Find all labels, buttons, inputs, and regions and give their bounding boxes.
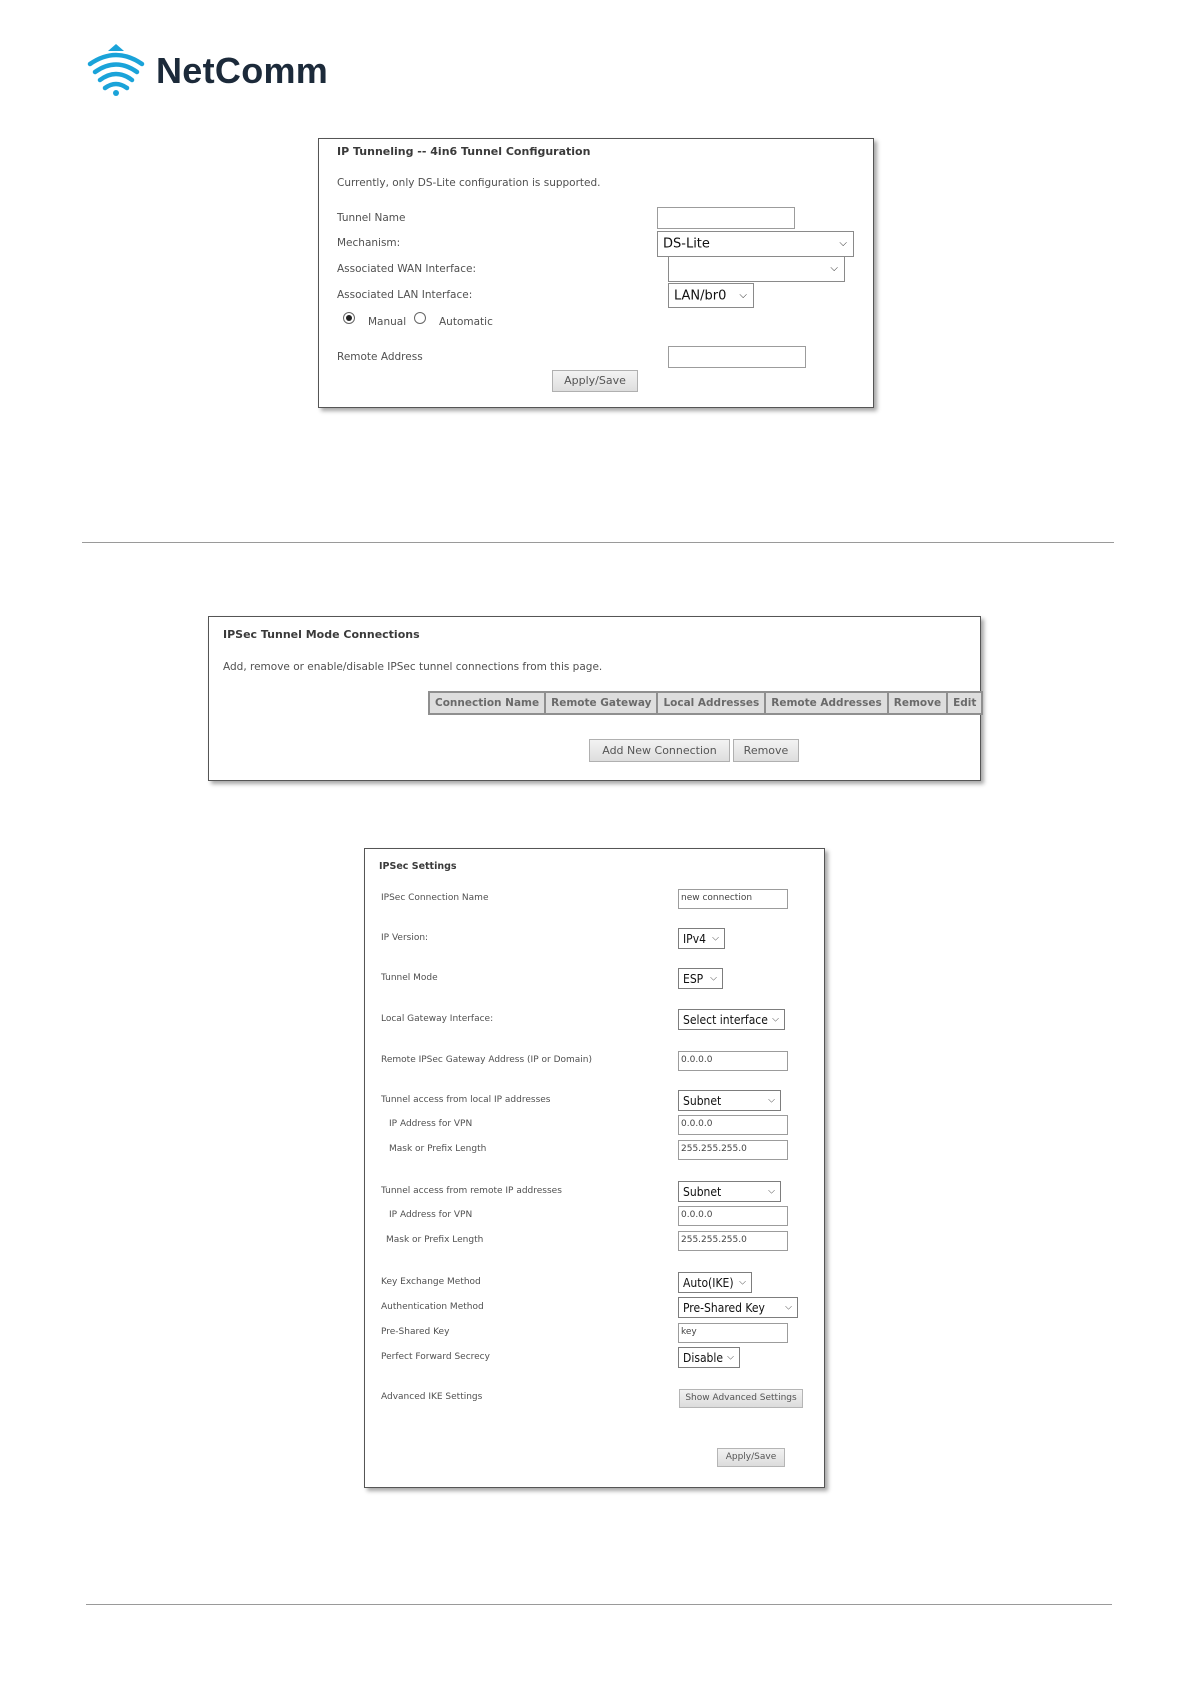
column-header: Connection Name: [429, 692, 545, 714]
tunnel-name-input[interactable]: [657, 207, 795, 229]
key-exchange-select[interactable]: [678, 1272, 752, 1293]
add-new-connection-button[interactable]: Add New Connection: [589, 739, 730, 762]
column-header: Edit: [947, 692, 982, 714]
lan-interface-select[interactable]: [668, 283, 754, 308]
chevron-down-icon: ⌵: [739, 289, 747, 301]
remote-access-value: Subnet: [683, 1184, 722, 1199]
remote-access-label: Tunnel access from remote IP addresses: [381, 1186, 562, 1196]
local-gateway-label: Local Gateway Interface:: [381, 1014, 494, 1024]
apply-save-button[interactable]: Apply/Save: [552, 370, 638, 392]
local-ip-input[interactable]: 0.0.0.0: [678, 1115, 788, 1135]
key-exchange-value: Auto(IKE): [683, 1275, 734, 1290]
remote-ip-label: IP Address for VPN: [389, 1210, 473, 1220]
connection-name-input[interactable]: new connection: [678, 889, 788, 909]
local-access-value: Subnet: [683, 1093, 722, 1108]
chevron-down-icon: ⌵: [712, 933, 719, 943]
remote-address-input[interactable]: [668, 346, 806, 368]
chevron-down-icon: ⌵: [739, 1277, 746, 1287]
remote-address-label: Remote Address: [337, 351, 423, 363]
connections-table: [428, 691, 983, 715]
remove-button[interactable]: Remove: [733, 739, 799, 762]
panel-title: IP Tunneling -- 4in6 Tunnel Configuration: [337, 145, 591, 158]
panel-title: IPSec Settings: [379, 861, 457, 872]
column-header: Remove: [888, 692, 947, 714]
tunnel-name-label: Tunnel Name: [337, 212, 406, 224]
auth-method-label: Authentication Method: [381, 1302, 484, 1312]
wan-interface-select[interactable]: [668, 256, 845, 282]
mechanism-value: DS-Lite: [663, 236, 710, 252]
local-mask-input[interactable]: 255.255.255.0: [678, 1140, 788, 1160]
connection-name-label: IPSec Connection Name: [381, 893, 489, 903]
info-note: Add, remove or enable/disable IPSec tunnel connections from this page.: [223, 661, 603, 673]
pfs-label: Perfect Forward Secrecy: [381, 1352, 490, 1362]
column-header: Local Addresses: [657, 692, 765, 714]
local-access-select[interactable]: [678, 1090, 781, 1111]
manual-radio[interactable]: [343, 312, 355, 324]
footer-line: [86, 1604, 1112, 1605]
chevron-down-icon: ⌵: [839, 237, 847, 249]
apply-save-button[interactable]: Apply/Save: [717, 1448, 785, 1467]
pre-shared-key-label: Pre-Shared Key: [381, 1327, 450, 1337]
ipsec-settings-panel: [364, 848, 825, 1488]
remote-gateway-label: Remote IPSec Gateway Address (IP or Domain): [381, 1055, 593, 1065]
chevron-down-icon: ⌵: [768, 1186, 775, 1196]
automatic-radio[interactable]: [414, 312, 426, 324]
local-ip-label: IP Address for VPN: [389, 1119, 473, 1129]
ip-version-select[interactable]: [678, 928, 725, 949]
local-gateway-value: Select interface: [683, 1012, 768, 1027]
lan-interface-value: LAN/br0: [674, 288, 727, 303]
tunnel-mode-label: Tunnel Mode: [381, 973, 438, 983]
wan-interface-label: Associated WAN Interface:: [337, 263, 476, 275]
ip-version-label: IP Version:: [381, 933, 429, 943]
info-note: Currently, only DS-Lite configuration is supported.: [337, 177, 601, 189]
wifi-logo-icon: [86, 42, 146, 98]
local-access-label: Tunnel access from local IP addresses: [381, 1095, 551, 1105]
chevron-down-icon: ⌵: [772, 1014, 779, 1024]
brand-name: NetComm: [156, 50, 329, 91]
remote-ip-input[interactable]: 0.0.0.0: [678, 1206, 788, 1226]
manual-label: Manual: [368, 316, 407, 328]
lan-interface-label: Associated LAN Interface:: [337, 289, 473, 301]
chevron-down-icon: ⌵: [768, 1095, 775, 1105]
mechanism-label: Mechanism:: [337, 237, 401, 249]
ip-version-value: IPv4: [683, 931, 706, 946]
netcomm-logo: [86, 42, 336, 98]
mechanism-select[interactable]: [657, 231, 854, 257]
tunnel-mode-value: ESP: [683, 971, 704, 986]
remote-mask-input[interactable]: 255.255.255.0: [678, 1231, 788, 1251]
local-mask-label: Mask or Prefix Length: [389, 1144, 487, 1154]
chevron-down-icon: ⌵: [830, 262, 838, 274]
local-gateway-select[interactable]: [678, 1009, 785, 1030]
panel-title: IPSec Tunnel Mode Connections: [223, 628, 420, 641]
chevron-down-icon: ⌵: [727, 1352, 734, 1362]
remote-gateway-input[interactable]: 0.0.0.0: [678, 1051, 788, 1071]
chevron-down-icon: ⌵: [710, 973, 717, 983]
chevron-down-icon: ⌵: [785, 1302, 792, 1312]
advanced-ike-label: Advanced IKE Settings: [381, 1392, 483, 1402]
auth-method-select[interactable]: [678, 1297, 798, 1318]
pfs-select[interactable]: [678, 1347, 740, 1368]
column-header: Remote Gateway: [545, 692, 657, 714]
separator-line: [82, 542, 1114, 543]
column-header: Remote Addresses: [765, 692, 888, 714]
remote-mask-label: Mask or Prefix Length: [386, 1235, 484, 1245]
ipsec-connections-panel: [208, 616, 981, 781]
remote-access-select[interactable]: [678, 1181, 781, 1202]
key-exchange-label: Key Exchange Method: [381, 1277, 481, 1287]
pre-shared-key-input[interactable]: key: [678, 1323, 788, 1343]
automatic-label: Automatic: [439, 316, 493, 328]
auth-method-value: Pre-Shared Key: [683, 1300, 765, 1315]
pfs-value: Disable: [683, 1350, 724, 1365]
tunnel-4in6-panel: [318, 138, 874, 408]
table-header-row: [429, 692, 982, 714]
show-advanced-settings-button[interactable]: Show Advanced Settings: [679, 1389, 803, 1408]
tunnel-mode-select[interactable]: [678, 968, 723, 989]
